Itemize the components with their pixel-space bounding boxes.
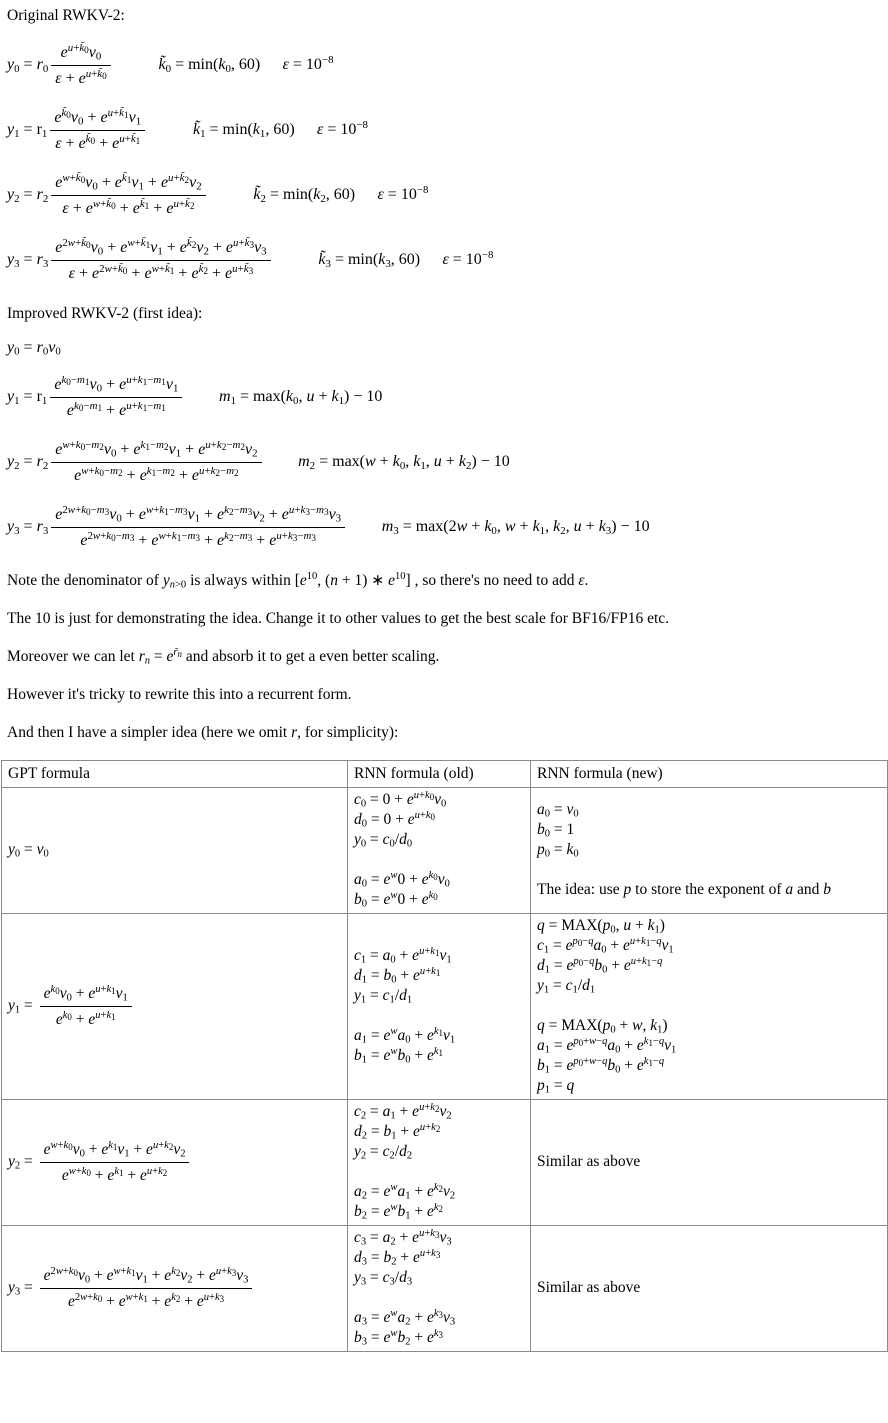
formula-line: $q = MAX(p_0 + w$, $k_1$) [537, 1017, 668, 1036]
formula-line: Similar as above [537, 1279, 641, 1296]
formula-line: $p_1 = q$ [537, 1077, 575, 1096]
formula-line: $a_1 = e^wa_0 + e^{k_1}v_1$ [354, 1026, 456, 1046]
table-cell-gpt-formula [2, 1226, 348, 1352]
table-row [2, 788, 888, 914]
equation-line: $y_1 = r_1$ $\frac{e^{k̃_0}v_0 + e^{u+k̃_1}v_1}{\varepsilon + e^{k̃_0} + e^{u+k̃_1}}$ $k̃_1 = \min(k_1$, 60) $\varepsilon = 10^{-8}$ [7, 106, 880, 155]
table-header-cell: GPT formula [2, 761, 348, 788]
table-cell-rnn-old [348, 788, 531, 914]
fraction: $\frac{e^{w+k_0-m_2}v_0 + e^{k_1-m_2}v_1 + e^{u+k_2-m_2}v_2}{e^{w+k_0-m_2} + e^{k_1-m_2} + e^{u+k_2-m_2}}$ [51, 438, 261, 487]
formula-line: $a_0 = v_0$ [537, 801, 579, 820]
note-paragraph: The 10 is just for demonstrating the idea. Change it to other values to get the best scale for BF16/FP16 etc. [7, 610, 670, 627]
formula-line: Similar as above [537, 1153, 641, 1170]
formula-line: $y_1 = c_1/d_1$ [354, 987, 413, 1006]
improved-equations [0, 339, 888, 552]
formula-line: $c_0 = 0 + e^{u+k_0}v_0$ [354, 790, 447, 810]
table-row [2, 1226, 888, 1352]
table-cell-gpt-formula [2, 788, 348, 914]
formula-line: $c_1 = e^{p_0-q}a_0 + e^{u+k_1-q}v_1$ [537, 936, 674, 956]
formula-line: $d_0 = 0 + e^{u+k_0}$ [354, 810, 436, 830]
table-header-cell: RNN formula (new) [531, 761, 888, 788]
blank-line [537, 996, 881, 1016]
table-cell-rnn-new [531, 1100, 888, 1226]
fraction: $\frac{e^{k_0-m_1}v_0 + e^{u+k_1-m_1}v_1}{e^{k_0-m_1} + e^{u+k_1-m_1}}$ [50, 373, 182, 422]
table-row [2, 1100, 888, 1226]
formula-line: $a_0 = e^w0 + e^{k_0}v_0$ [354, 870, 450, 890]
fraction: $\frac{e^{2w+k_0}v_0 + e^{w+k_1}v_1 + e^{k_2}v_2 + e^{u+k_3}v_3}{e^{2w+k_0} + e^{w+k_1} + e^{k_2} + e^{u+k_3}}$ [40, 1264, 253, 1313]
table-cell-gpt-formula [2, 1100, 348, 1226]
formula-line: $y_0 = v_0$ [8, 841, 49, 860]
note-paragraph: Note the denominator of $y_{n>0}$ is always within [$e^{10}$, (n + 1) ∗ $e^{10}$] , so there's no need to add ε. [7, 571, 589, 591]
equation-line: $y_2 = r_2$ $\frac{e^{w+k̃_0}v_0 + e^{k̃_1}v_1 + e^{u+k̃_2}v_2}{\varepsilon + e^{w+k̃_0} + e^{k̃_1} + e^{u+k̃_2}}$ $k̃_2 = \min(k_2$, 60) $\varepsilon = 10^{-8}$ [7, 171, 880, 220]
table-cell-rnn-old [348, 1100, 531, 1226]
formula-line: $p_0 = k_0$ [537, 841, 579, 860]
formula-line: $y_3 = c_3/d_3$ [354, 1269, 413, 1288]
note-paragraph: However it's tricky to rewrite this into a recurrent form. [7, 686, 352, 703]
table-cell-rnn-old [348, 1226, 531, 1352]
formula-line: $b_1 = e^{p_0+w-q}b_0 + e^{k_1-q}$ [537, 1056, 665, 1076]
fraction: $\frac{e^{2w+k_0-m_3}v_0 + e^{w+k_1-m_3}v_1 + e^{k_2-m_3}v_2 + e^{u+k_3-m_3}v_3}{e^{2w+k_0-m_3} + e^{w+k_1-m_3} + e^{k_2-m_3} + e^{u+k_3-m_3}}$ [51, 503, 345, 552]
formula-line: $d_1 = e^{p_0-q}b_0 + e^{u+k_1-q}$ [537, 956, 663, 976]
original-section-title: Original RWKV-2: [7, 7, 125, 24]
formula-line: $a_3 = e^wa_2 + e^{k_3}v_3$ [354, 1308, 456, 1328]
formula-line: $q = MAX(p_0$, $u + k_1$) [537, 917, 665, 936]
formula-line: $a_2 = e^wa_1 + e^{k_2}v_2$ [354, 1182, 456, 1202]
notes-section [0, 571, 888, 742]
blank-line [537, 860, 881, 880]
blank-line [354, 1162, 524, 1182]
formula-line: $b_3 = e^wb_2 + e^{k_3}$ [354, 1328, 443, 1348]
fraction: $\frac{e^{k̃_0}v_0 + e^{u+k̃_1}v_1}{\varepsilon + e^{k̃_0} + e^{u+k̃_1}}$ [50, 106, 145, 155]
formula-line: $y_1$ = $\frac{e^{k_0}v_0 + e^{u+k_1}v_1}{e^{k_0} + e^{u+k_1}}$ [8, 982, 341, 1031]
formula-line: $c_1 = a_0 + e^{u+k_1}v_1$ [354, 946, 452, 966]
fraction: $\frac{e^{2w+k̃_0}v_0 + e^{w+k̃_1}v_1 + e^{k̃_2}v_2 + e^{u+k̃_3}v_3}{\varepsilon + e^{2w+k̃_0} + e^{w+k̃_1} + e^{k̃_2} + e^{u+k̃_3}}$ [51, 236, 270, 285]
table-row [2, 914, 888, 1100]
equation-line: $y_1 = r_1$ $\frac{e^{k_0-m_1}v_0 + e^{u+k_1-m_1}v_1}{e^{k_0-m_1} + e^{u+k_1-m_1}}$ $m_1 = \max(k_0$, $u + k_1) - 10$ [7, 373, 880, 422]
formula-line: The idea: use p to store the exponent of a and b [537, 881, 832, 898]
table-header-cell: RNN formula (old) [348, 761, 531, 788]
fraction: $\frac{e^{w+k_0}v_0 + e^{k_1}v_1 + e^{u+k_2}v_2}{e^{w+k_0} + e^{k_1} + e^{u+k_2}}$ [40, 1138, 190, 1187]
formula-line: $c_3 = a_2 + e^{u+k_3}v_3$ [354, 1228, 452, 1248]
formula-line: $d_1 = b_0 + e^{u+k_1}$ [354, 966, 441, 986]
formula-line: $y_0 = c_0/d_0$ [354, 831, 413, 850]
formula-line: $c_2 = a_1 + e^{u+k_2}v_2$ [354, 1102, 452, 1122]
formula-line: $d_3 = b_2 + e^{u+k_3}$ [354, 1248, 441, 1268]
equation-line: $y_0 = r_0$ $\frac{e^{u+k̃_0}v_0}{\varepsilon + e^{u+k̃_0}}$ $k̃_0 = \min(k_0$, 60) $\varepsilon = 10^{-8}$ [7, 41, 880, 90]
blank-line [354, 1006, 524, 1026]
table-cell-rnn-old [348, 914, 531, 1100]
formula-line: $y_2$ = $\frac{e^{w+k_0}v_0 + e^{k_1}v_1 + e^{u+k_2}v_2}{e^{w+k_0} + e^{k_1} + e^{u+k_2}}$ [8, 1138, 341, 1187]
improved-section-title: Improved RWKV-2 (first idea): [7, 305, 203, 322]
note-paragraph: And then I have a simpler idea (here we omit r, for simplicity): [7, 724, 399, 741]
formula-line: $a_1 = e^{p_0+w-q}a_0 + e^{k_1-q}v_1$ [537, 1036, 677, 1056]
fraction: $\frac{e^{w+k̃_0}v_0 + e^{k̃_1}v_1 + e^{u+k̃_2}v_2}{\varepsilon + e^{w+k̃_0} + e^{k̃_1} + e^{u+k̃_2}}$ [51, 171, 205, 220]
table-cell-rnn-new [531, 914, 888, 1100]
table-cell-rnn-new [531, 1226, 888, 1352]
formula-line: $b_1 = e^wb_0 + e^{k_1}$ [354, 1046, 443, 1066]
equation-line: $y_3 = r_3$ $\frac{e^{2w+k_0-m_3}v_0 + e^{w+k_1-m_3}v_1 + e^{k_2-m_3}v_2 + e^{u+k_3-m_3}v_3}{e^{2w+k_0-m_3} + e^{w+k_1-m_3} + e^{k_2-m_3} + e^{u+k_3-m_3}}$ $m_3 = \max(2w + k_0$, $w + k_1$, $k_2$, $u + k_3) - 10$ [7, 503, 880, 552]
table-cell-rnn-new [531, 788, 888, 914]
formula-line: $y_2 = c_2/d_2$ [354, 1143, 413, 1162]
note-paragraph: Moreover we can let $r_n = e^{r̃_n}$ and absorb it to get a even better scaling. [7, 647, 440, 667]
blank-line [354, 850, 524, 870]
original-equations [0, 41, 888, 285]
formula-line: $b_2 = e^wb_1 + e^{k_2}$ [354, 1202, 443, 1222]
formula-line: $d_2 = b_1 + e^{u+k_2}$ [354, 1122, 441, 1142]
blank-line [354, 1288, 524, 1308]
formula-line: $y_1 = c_1/d_1$ [537, 977, 596, 996]
equation-line: $y_2 = r_2$ $\frac{e^{w+k_0-m_2}v_0 + e^{k_1-m_2}v_1 + e^{u+k_2-m_2}v_2}{e^{w+k_0-m_2} + e^{k_1-m_2} + e^{u+k_2-m_2}}$ $m_2 = \max(w + k_0$, $k_1$, $u + k_2) - 10$ [7, 438, 880, 487]
table-cell-gpt-formula [2, 914, 348, 1100]
equation-line: $y_3 = r_3$ $\frac{e^{2w+k̃_0}v_0 + e^{w+k̃_1}v_1 + e^{k̃_2}v_2 + e^{u+k̃_3}v_3}{\varepsilon + e^{2w+k̃_0} + e^{w+k̃_1} + e^{k̃_2} + e^{u+k̃_3}}$ $k̃_3 = \min(k_3$, 60) $\varepsilon = 10^{-8}$ [7, 236, 880, 285]
fraction: $\frac{e^{u+k̃_0}v_0}{\varepsilon + e^{u+k̃_0}}$ [51, 41, 110, 90]
equation-line: $y_0 = r_0v_0$ [7, 339, 61, 358]
fraction: $\frac{e^{k_0}v_0 + e^{u+k_1}v_1}{e^{k_0} + e^{u+k_1}}$ [40, 982, 132, 1031]
formula-table [1, 760, 888, 1352]
formula-line: $y_3$ = $\frac{e^{2w+k_0}v_0 + e^{w+k_1}v_1 + e^{k_2}v_2 + e^{u+k_3}v_3}{e^{2w+k_0} + e^{w+k_1} + e^{k_2} + e^{u+k_3}}$ [8, 1264, 341, 1313]
formula-line: $b_0 = 1$ [537, 821, 575, 840]
table-header-row [2, 761, 888, 788]
formula-line: $b_0 = e^w0 + e^{k_0}$ [354, 890, 438, 910]
